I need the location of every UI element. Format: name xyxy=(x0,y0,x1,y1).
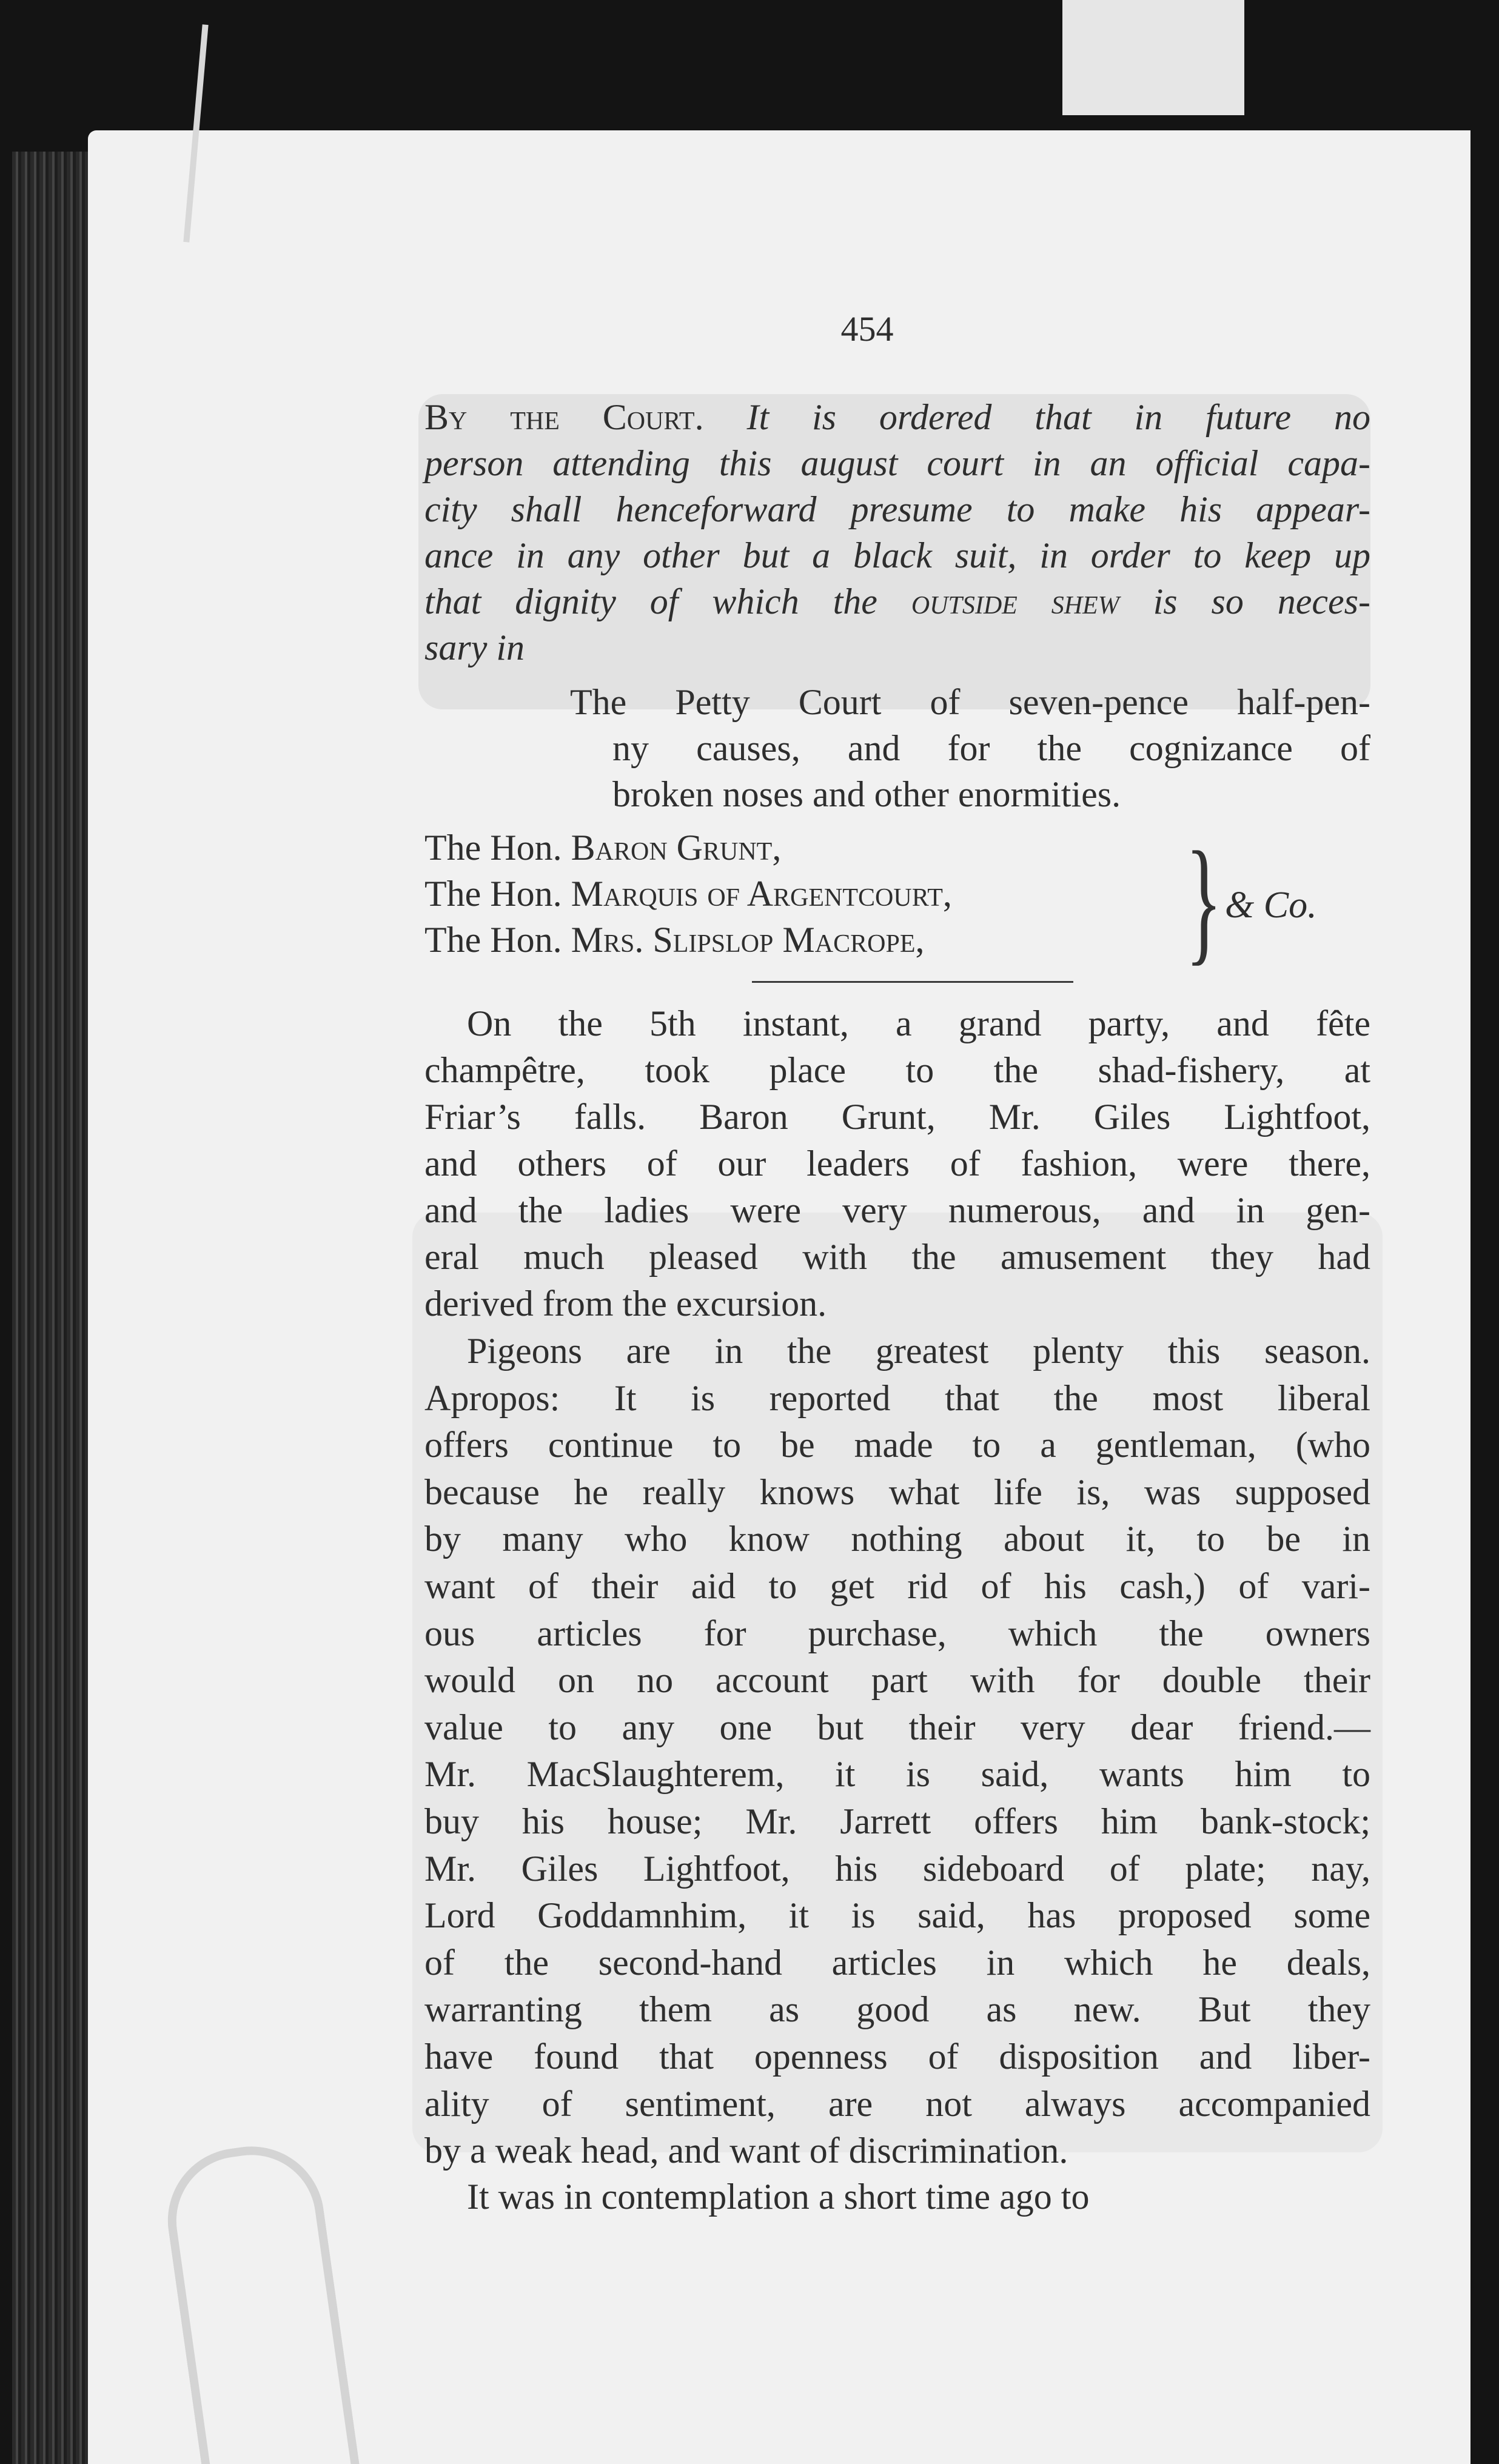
signatory-name: Mrs. Slipslop Macrope, xyxy=(571,920,925,960)
text-line: by a weak head, and want of discrimination. xyxy=(424,2131,1068,2171)
text-line: would on no account part with for double their xyxy=(424,1660,1370,1701)
signatory-title: The Hon. xyxy=(424,874,571,914)
curly-brace-icon: } xyxy=(1185,823,1222,977)
signatory-title: The Hon. xyxy=(424,920,571,960)
court-name-line: ny causes, and for the cognizance of xyxy=(612,728,1370,768)
text-line: Pigeons are in the greatest plenty this season. xyxy=(467,1331,1370,1371)
text-line: offers continue to be made to a gentleman, (who xyxy=(424,1425,1370,1465)
court-name-line: broken noses and other enormities. xyxy=(612,774,1121,814)
text-line: On the 5th instant, a grand party, and fête xyxy=(467,1003,1370,1043)
text-line: buy his house; Mr. Jarrett offers him bank-stock; xyxy=(424,1801,1370,1841)
court-name-line: The Petty Court of seven-pence half-pen- xyxy=(570,682,1370,722)
order-line: city shall henceforward presume to make his appear- xyxy=(424,489,1370,529)
text-line: because he really knows what life is, was supposed xyxy=(424,1471,1370,1512)
text-line: derived from the excursion. xyxy=(424,1284,827,1324)
signatory xyxy=(424,917,1189,963)
text-line: want of their aid to get rid of his cash,) of vari- xyxy=(424,1566,1370,1606)
signatory xyxy=(424,871,1189,917)
text-line: It was in contemplation a short time ago to xyxy=(467,2177,1090,2217)
text-line: of the second-hand articles in which he deals, xyxy=(424,1942,1370,1983)
order-text: It is ordered that in future no xyxy=(746,397,1371,437)
order-text: that dignity of which the xyxy=(424,581,911,621)
text-line: and others of our leaders of fashion, were there, xyxy=(424,1143,1370,1183)
signatory-name: Baron Grunt, xyxy=(571,828,782,868)
text-line: eral much pleased with the amusement they had xyxy=(424,1237,1370,1277)
order-line: ance in any other but a black suit, in order to keep up xyxy=(424,535,1370,575)
text-line: Apropos: It is reported that the most liberal xyxy=(424,1378,1370,1418)
text-line: have found that openness of disposition and liber- xyxy=(424,2037,1370,2077)
text-line: ality of sentiment, are not always accompanied xyxy=(424,2083,1370,2124)
text-line: champêtre, took place to the shad-fishery, at xyxy=(424,1050,1370,1090)
order-text: is so neces- xyxy=(1119,581,1370,621)
signatories-suffix: & Co. xyxy=(1225,885,1317,926)
signatory xyxy=(424,825,1189,871)
signatory-title: The Hon. xyxy=(424,828,571,868)
text-line: Mr. MacSlaughterem, it is said, wants him to xyxy=(424,1754,1370,1795)
order-heading: By the Court. xyxy=(424,397,704,437)
page-number: 454 xyxy=(840,309,894,349)
order-line xyxy=(424,394,1370,440)
order-line xyxy=(424,578,1370,624)
text-line: Friar’s falls. Baron Grunt, Mr. Giles Lightfoot, xyxy=(424,1097,1370,1137)
text-line: ous articles for purchase, which the owners xyxy=(424,1613,1370,1653)
text-line: warranting them as good as new. But they xyxy=(424,1989,1370,2030)
section-divider xyxy=(752,981,1073,983)
order-line: person attending this august court in an official capa- xyxy=(424,443,1370,483)
order-line: sary in xyxy=(424,628,525,668)
text-line: by many who know nothing about it, to be in xyxy=(424,1519,1370,1559)
text-line: Lord Goddamnhim, it is said, has proposed some xyxy=(424,1895,1370,1936)
order-emphasis: outside shew xyxy=(911,581,1119,621)
text-line: and the ladies were very numerous, and in gen- xyxy=(424,1190,1370,1230)
signatory-name: Marquis of Argentcourt, xyxy=(571,874,952,914)
text-line: Mr. Giles Lightfoot, his sideboard of plate; nay, xyxy=(424,1848,1370,1889)
text-line: value to any one but their very dear friend.— xyxy=(424,1707,1370,1747)
